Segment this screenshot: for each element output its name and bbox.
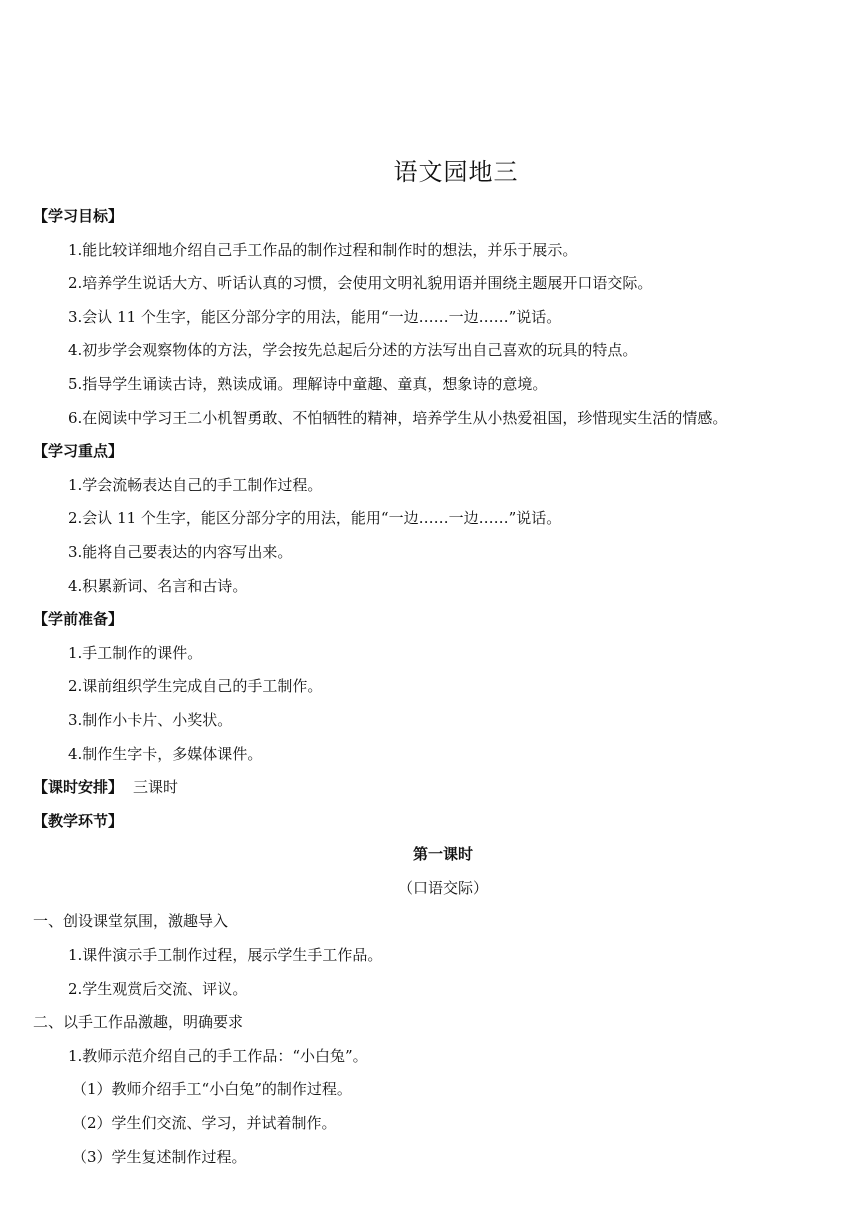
part2-subitem: （3）学生复述制作过程。 xyxy=(72,1147,247,1166)
part2-title: 二、以手工作品激趣，明确要求 xyxy=(33,1013,244,1032)
document-title: 语文园地三 xyxy=(393,158,519,186)
goal-item: 6.在阅读中学习王二小机智勇敢、不怕牺牲的精神，培养学生从小热爱祖国，珍惜现实生活的情感。 xyxy=(68,408,728,427)
goal-item: 5.指导学生诵读古诗，熟读成诵。理解诗中童趣、童真，想象诗的意境。 xyxy=(68,374,548,393)
prep-item: 4.制作生字卡，多媒体课件。 xyxy=(68,744,263,763)
key-points-heading: 【学习重点】 xyxy=(33,442,124,461)
schedule-row xyxy=(33,771,853,805)
key-point-item: 3.能将自己要表达的内容写出来。 xyxy=(68,542,293,561)
teaching-steps-heading: 【教学环节】 xyxy=(33,811,124,830)
part1-item: 2.学生观赏后交流、评议。 xyxy=(68,979,248,998)
goal-item: 2.培养学生说话大方、听话认真的习惯，会使用文明礼貌用语并围绕主题展开口语交际。 xyxy=(68,274,653,293)
part1-title: 一、创设课堂氛围，激趣导入 xyxy=(33,912,229,931)
schedule-value: 三课时 xyxy=(133,778,179,797)
key-point-item: 2.会认 11 个生字，能区分部分字的用法，能用“一边……一边……”说话。 xyxy=(68,509,562,528)
prep-heading: 【学前准备】 xyxy=(33,610,124,629)
part2-subitem: （1）教师介绍手工“小白兔”的制作过程。 xyxy=(72,1080,352,1099)
part1-item: 1.课件演示手工制作过程，展示学生手工作品。 xyxy=(68,946,383,965)
goal-item: 3.会认 11 个生字，能区分部分字的用法，能用“一边……一边……”说话。 xyxy=(68,307,562,326)
document-body xyxy=(33,200,853,1174)
prep-item: 2.课前组织学生完成自己的手工制作。 xyxy=(68,677,323,696)
part2-item: 1.教师示范介绍自己的手工作品：“小白兔”。 xyxy=(68,1046,368,1065)
goals-heading: 【学习目标】 xyxy=(33,207,124,225)
goal-item: 4.初步学会观察物体的方法，学会按先总起后分述的方法写出自己喜欢的玩具的特点。 xyxy=(68,341,638,360)
lesson-subtitle: （口语交际） xyxy=(397,878,488,897)
part2-subitem: （2）学生们交流、学习，并试着制作。 xyxy=(72,1114,337,1133)
prep-item: 3.制作小卡片、小奖状。 xyxy=(68,710,233,729)
lesson-title: 第一课时 xyxy=(412,845,473,864)
key-point-item: 4.积累新词、名言和古诗。 xyxy=(68,576,248,595)
schedule-heading: 【课时安排】 xyxy=(33,778,124,797)
prep-item: 1.手工制作的课件。 xyxy=(68,643,203,662)
goal-item: 1.能比较详细地介绍自己手工作品的制作过程和制作时的想法，并乐于展示。 xyxy=(68,240,578,259)
key-point-item: 1.学会流畅表达自己的手工制作过程。 xyxy=(68,475,323,494)
